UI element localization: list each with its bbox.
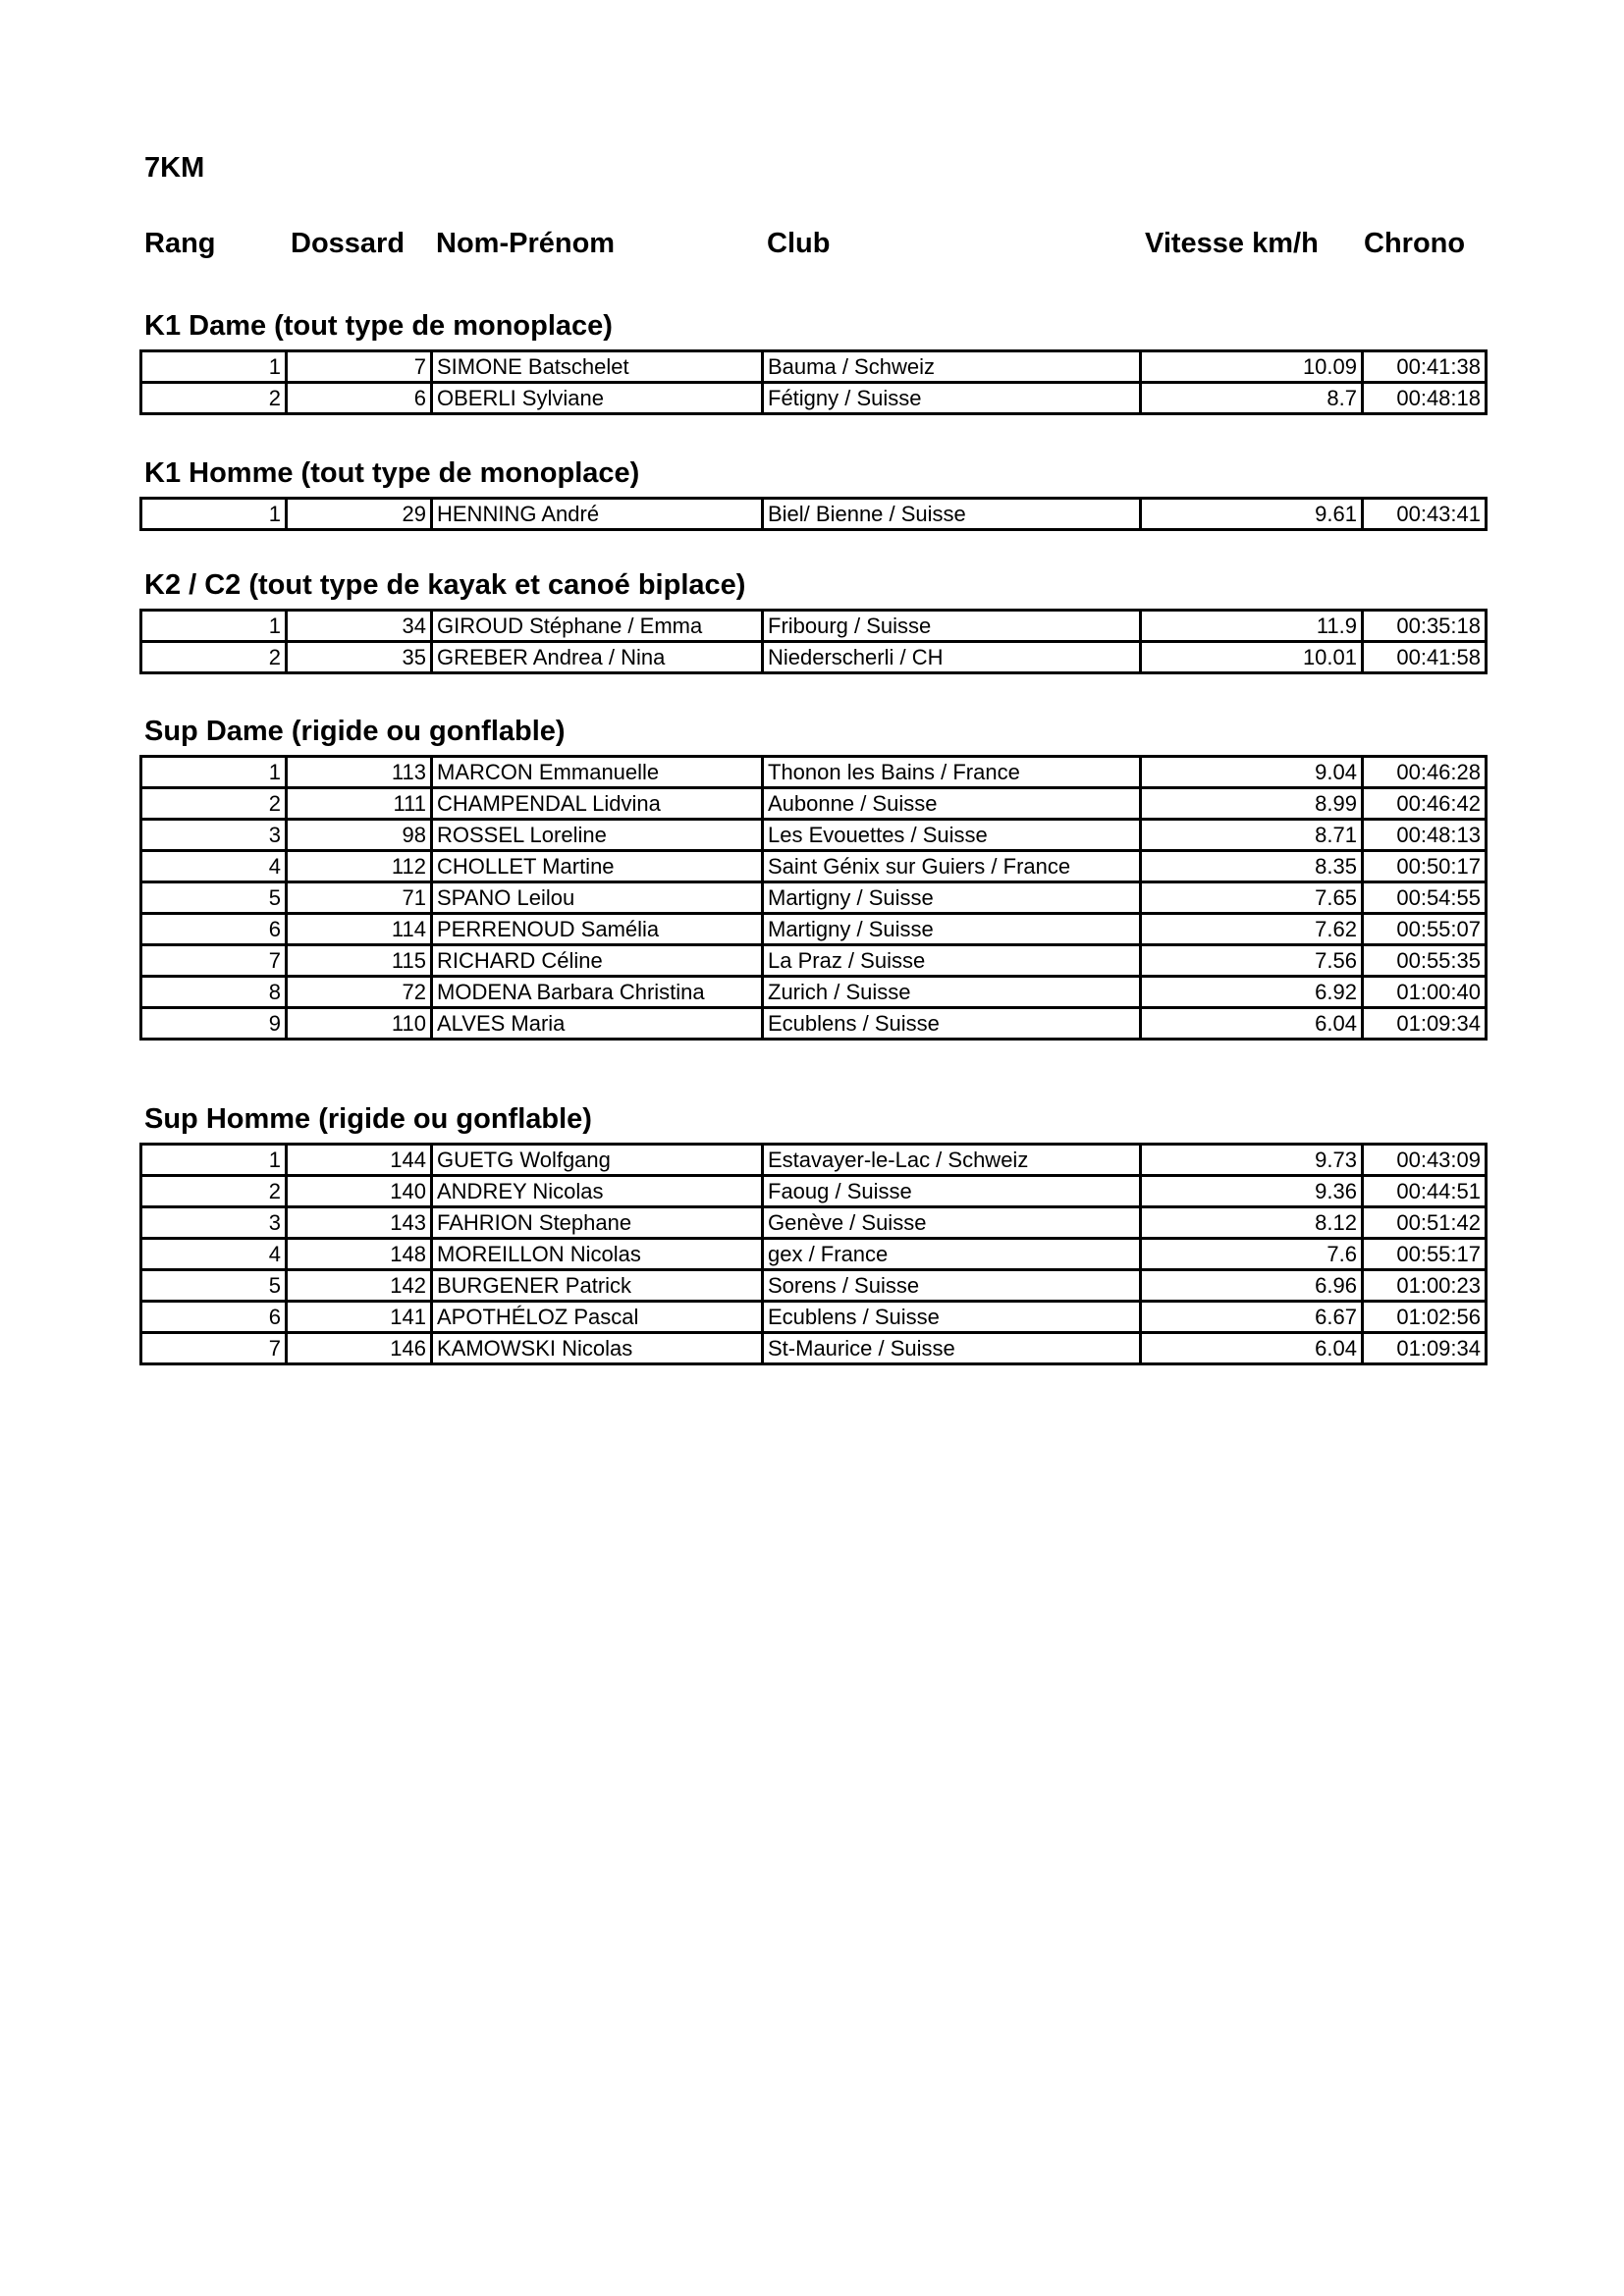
cell-chrono: 00:43:41	[1363, 499, 1487, 530]
cell-nom: CHAMPENDAL Lidvina	[432, 788, 763, 820]
cell-chrono: 01:00:23	[1363, 1270, 1487, 1302]
cell-rang: 3	[141, 1207, 287, 1239]
cell-chrono: 00:55:17	[1363, 1239, 1487, 1270]
cell-vitesse: 8.99	[1141, 788, 1363, 820]
cell-vitesse: 7.62	[1141, 914, 1363, 945]
cell-rang: 7	[141, 1333, 287, 1364]
cell-club: Martigny / Suisse	[763, 914, 1141, 945]
cell-rang: 1	[141, 499, 287, 530]
cell-chrono: 00:55:07	[1363, 914, 1487, 945]
cell-rang: 2	[141, 788, 287, 820]
cell-vitesse: 9.04	[1141, 757, 1363, 788]
cell-rang: 1	[141, 611, 287, 642]
cell-club: Bauma / Schweiz	[763, 351, 1141, 383]
cell-dossard: 98	[287, 820, 432, 851]
column-header-vitesse: Vitesse km/h	[1145, 228, 1319, 259]
cell-rang: 1	[141, 757, 287, 788]
cell-club: St-Maurice / Suisse	[763, 1333, 1141, 1364]
table-row	[141, 1008, 1487, 1040]
cell-nom: SPANO Leilou	[432, 882, 763, 914]
cell-chrono: 00:48:18	[1363, 383, 1487, 414]
cell-dossard: 35	[287, 642, 432, 673]
cell-nom: MOREILLON Nicolas	[432, 1239, 763, 1270]
cell-vitesse: 9.36	[1141, 1176, 1363, 1207]
table-row	[141, 1145, 1487, 1176]
results-table	[139, 349, 1488, 415]
table-row	[141, 383, 1487, 414]
table-row	[141, 977, 1487, 1008]
cell-nom: KAMOWSKI Nicolas	[432, 1333, 763, 1364]
cell-dossard: 110	[287, 1008, 432, 1040]
cell-dossard: 114	[287, 914, 432, 945]
cell-rang: 2	[141, 642, 287, 673]
cell-chrono: 00:46:42	[1363, 788, 1487, 820]
cell-dossard: 7	[287, 351, 432, 383]
cell-nom: HENNING André	[432, 499, 763, 530]
cell-rang: 6	[141, 914, 287, 945]
column-header-nom: Nom-Prénom	[436, 228, 616, 259]
cell-club: La Praz / Suisse	[763, 945, 1141, 977]
table-row	[141, 1207, 1487, 1239]
cell-dossard: 112	[287, 851, 432, 882]
table-row	[141, 788, 1487, 820]
cell-chrono: 00:48:13	[1363, 820, 1487, 851]
cell-dossard: 146	[287, 1333, 432, 1364]
results-table	[139, 609, 1488, 674]
cell-vitesse: 8.12	[1141, 1207, 1363, 1239]
cell-dossard: 72	[287, 977, 432, 1008]
cell-club: Les Evouettes / Suisse	[763, 820, 1141, 851]
cell-vitesse: 6.96	[1141, 1270, 1363, 1302]
cell-rang: 9	[141, 1008, 287, 1040]
column-header-dossard: Dossard	[291, 228, 406, 259]
column-header-rang: Rang	[144, 228, 216, 259]
cell-club: Aubonne / Suisse	[763, 788, 1141, 820]
column-header-club: Club	[767, 228, 831, 259]
cell-rang: 8	[141, 977, 287, 1008]
cell-chrono: 00:41:38	[1363, 351, 1487, 383]
cell-club: gex / France	[763, 1239, 1141, 1270]
cell-dossard: 141	[287, 1302, 432, 1333]
cell-nom: GREBER Andrea / Nina	[432, 642, 763, 673]
cell-dossard: 142	[287, 1270, 432, 1302]
cell-club: Ecublens / Suisse	[763, 1302, 1141, 1333]
table-row	[141, 757, 1487, 788]
cell-vitesse: 8.71	[1141, 820, 1363, 851]
cell-dossard: 71	[287, 882, 432, 914]
table-row	[141, 945, 1487, 977]
cell-chrono: 00:46:28	[1363, 757, 1487, 788]
cell-dossard: 34	[287, 611, 432, 642]
cell-dossard: 113	[287, 757, 432, 788]
column-headers	[0, 228, 1624, 267]
cell-club: Ecublens / Suisse	[763, 1008, 1141, 1040]
cell-chrono: 01:02:56	[1363, 1302, 1487, 1333]
cell-rang: 5	[141, 882, 287, 914]
table-row	[141, 611, 1487, 642]
section-title: Sup Homme (rigide ou gonflable)	[144, 1103, 592, 1135]
table-row	[141, 1302, 1487, 1333]
cell-club: Thonon les Bains / France	[763, 757, 1141, 788]
page-title: 7KM	[144, 152, 205, 184]
cell-chrono: 01:00:40	[1363, 977, 1487, 1008]
cell-dossard: 148	[287, 1239, 432, 1270]
table-row	[141, 1176, 1487, 1207]
column-header-chrono: Chrono	[1364, 228, 1466, 259]
cell-vitesse: 8.35	[1141, 851, 1363, 882]
cell-nom: GIROUD Stéphane / Emma	[432, 611, 763, 642]
cell-nom: ALVES Maria	[432, 1008, 763, 1040]
cell-chrono: 01:09:34	[1363, 1008, 1487, 1040]
cell-nom: GUETG Wolfgang	[432, 1145, 763, 1176]
table-row	[141, 351, 1487, 383]
cell-vitesse: 10.01	[1141, 642, 1363, 673]
cell-dossard: 115	[287, 945, 432, 977]
cell-chrono: 00:54:55	[1363, 882, 1487, 914]
cell-vitesse: 10.09	[1141, 351, 1363, 383]
cell-rang: 2	[141, 383, 287, 414]
results-table	[139, 755, 1488, 1041]
table-row	[141, 820, 1487, 851]
cell-dossard: 111	[287, 788, 432, 820]
cell-rang: 1	[141, 1145, 287, 1176]
cell-rang: 5	[141, 1270, 287, 1302]
cell-nom: BURGENER Patrick	[432, 1270, 763, 1302]
cell-rang: 1	[141, 351, 287, 383]
cell-rang: 4	[141, 851, 287, 882]
table-row	[141, 499, 1487, 530]
table-row	[141, 1239, 1487, 1270]
cell-rang: 4	[141, 1239, 287, 1270]
cell-nom: MARCON Emmanuelle	[432, 757, 763, 788]
cell-nom: MODENA Barbara Christina	[432, 977, 763, 1008]
cell-dossard: 143	[287, 1207, 432, 1239]
table-row	[141, 882, 1487, 914]
cell-rang: 3	[141, 820, 287, 851]
cell-rang: 2	[141, 1176, 287, 1207]
cell-dossard: 140	[287, 1176, 432, 1207]
cell-nom: FAHRION Stephane	[432, 1207, 763, 1239]
cell-club: Martigny / Suisse	[763, 882, 1141, 914]
cell-dossard: 144	[287, 1145, 432, 1176]
cell-chrono: 00:51:42	[1363, 1207, 1487, 1239]
cell-vitesse: 6.04	[1141, 1333, 1363, 1364]
cell-nom: SIMONE Batschelet	[432, 351, 763, 383]
table-row	[141, 1270, 1487, 1302]
table-row	[141, 851, 1487, 882]
results-table	[139, 497, 1488, 531]
section-title: K2 / C2 (tout type de kayak et canoé biplace)	[144, 569, 746, 601]
cell-vitesse: 7.65	[1141, 882, 1363, 914]
cell-chrono: 00:44:51	[1363, 1176, 1487, 1207]
cell-vitesse: 6.04	[1141, 1008, 1363, 1040]
cell-rang: 6	[141, 1302, 287, 1333]
cell-club: Faoug / Suisse	[763, 1176, 1141, 1207]
cell-vitesse: 9.73	[1141, 1145, 1363, 1176]
cell-club: Niederscherli / CH	[763, 642, 1141, 673]
cell-nom: ROSSEL Loreline	[432, 820, 763, 851]
cell-vitesse: 6.67	[1141, 1302, 1363, 1333]
cell-chrono: 00:41:58	[1363, 642, 1487, 673]
cell-club: Saint Génix sur Guiers / France	[763, 851, 1141, 882]
cell-club: Fétigny / Suisse	[763, 383, 1141, 414]
cell-chrono: 00:35:18	[1363, 611, 1487, 642]
table-row	[141, 1333, 1487, 1364]
cell-chrono: 00:50:17	[1363, 851, 1487, 882]
cell-chrono: 01:09:34	[1363, 1333, 1487, 1364]
cell-vitesse: 7.56	[1141, 945, 1363, 977]
cell-dossard: 6	[287, 383, 432, 414]
cell-nom: RICHARD Céline	[432, 945, 763, 977]
cell-nom: CHOLLET Martine	[432, 851, 763, 882]
cell-chrono: 00:55:35	[1363, 945, 1487, 977]
cell-rang: 7	[141, 945, 287, 977]
cell-nom: PERRENOUD Samélia	[432, 914, 763, 945]
cell-vitesse: 8.7	[1141, 383, 1363, 414]
cell-dossard: 29	[287, 499, 432, 530]
cell-vitesse: 9.61	[1141, 499, 1363, 530]
cell-club: Genève / Suisse	[763, 1207, 1141, 1239]
cell-chrono: 00:43:09	[1363, 1145, 1487, 1176]
cell-club: Fribourg / Suisse	[763, 611, 1141, 642]
cell-club: Estavayer-le-Lac / Schweiz	[763, 1145, 1141, 1176]
cell-nom: ANDREY Nicolas	[432, 1176, 763, 1207]
table-row	[141, 914, 1487, 945]
cell-club: Zurich / Suisse	[763, 977, 1141, 1008]
section-title: K1 Homme (tout type de monoplace)	[144, 457, 640, 489]
table-row	[141, 642, 1487, 673]
cell-nom: APOTHÉLOZ Pascal	[432, 1302, 763, 1333]
cell-vitesse: 11.9	[1141, 611, 1363, 642]
results-table	[139, 1143, 1488, 1365]
cell-vitesse: 6.92	[1141, 977, 1363, 1008]
cell-vitesse: 7.6	[1141, 1239, 1363, 1270]
cell-nom: OBERLI Sylviane	[432, 383, 763, 414]
section-title: K1 Dame (tout type de monoplace)	[144, 310, 613, 342]
cell-club: Biel/ Bienne / Suisse	[763, 499, 1141, 530]
cell-club: Sorens / Suisse	[763, 1270, 1141, 1302]
section-title: Sup Dame (rigide ou gonflable)	[144, 716, 566, 747]
